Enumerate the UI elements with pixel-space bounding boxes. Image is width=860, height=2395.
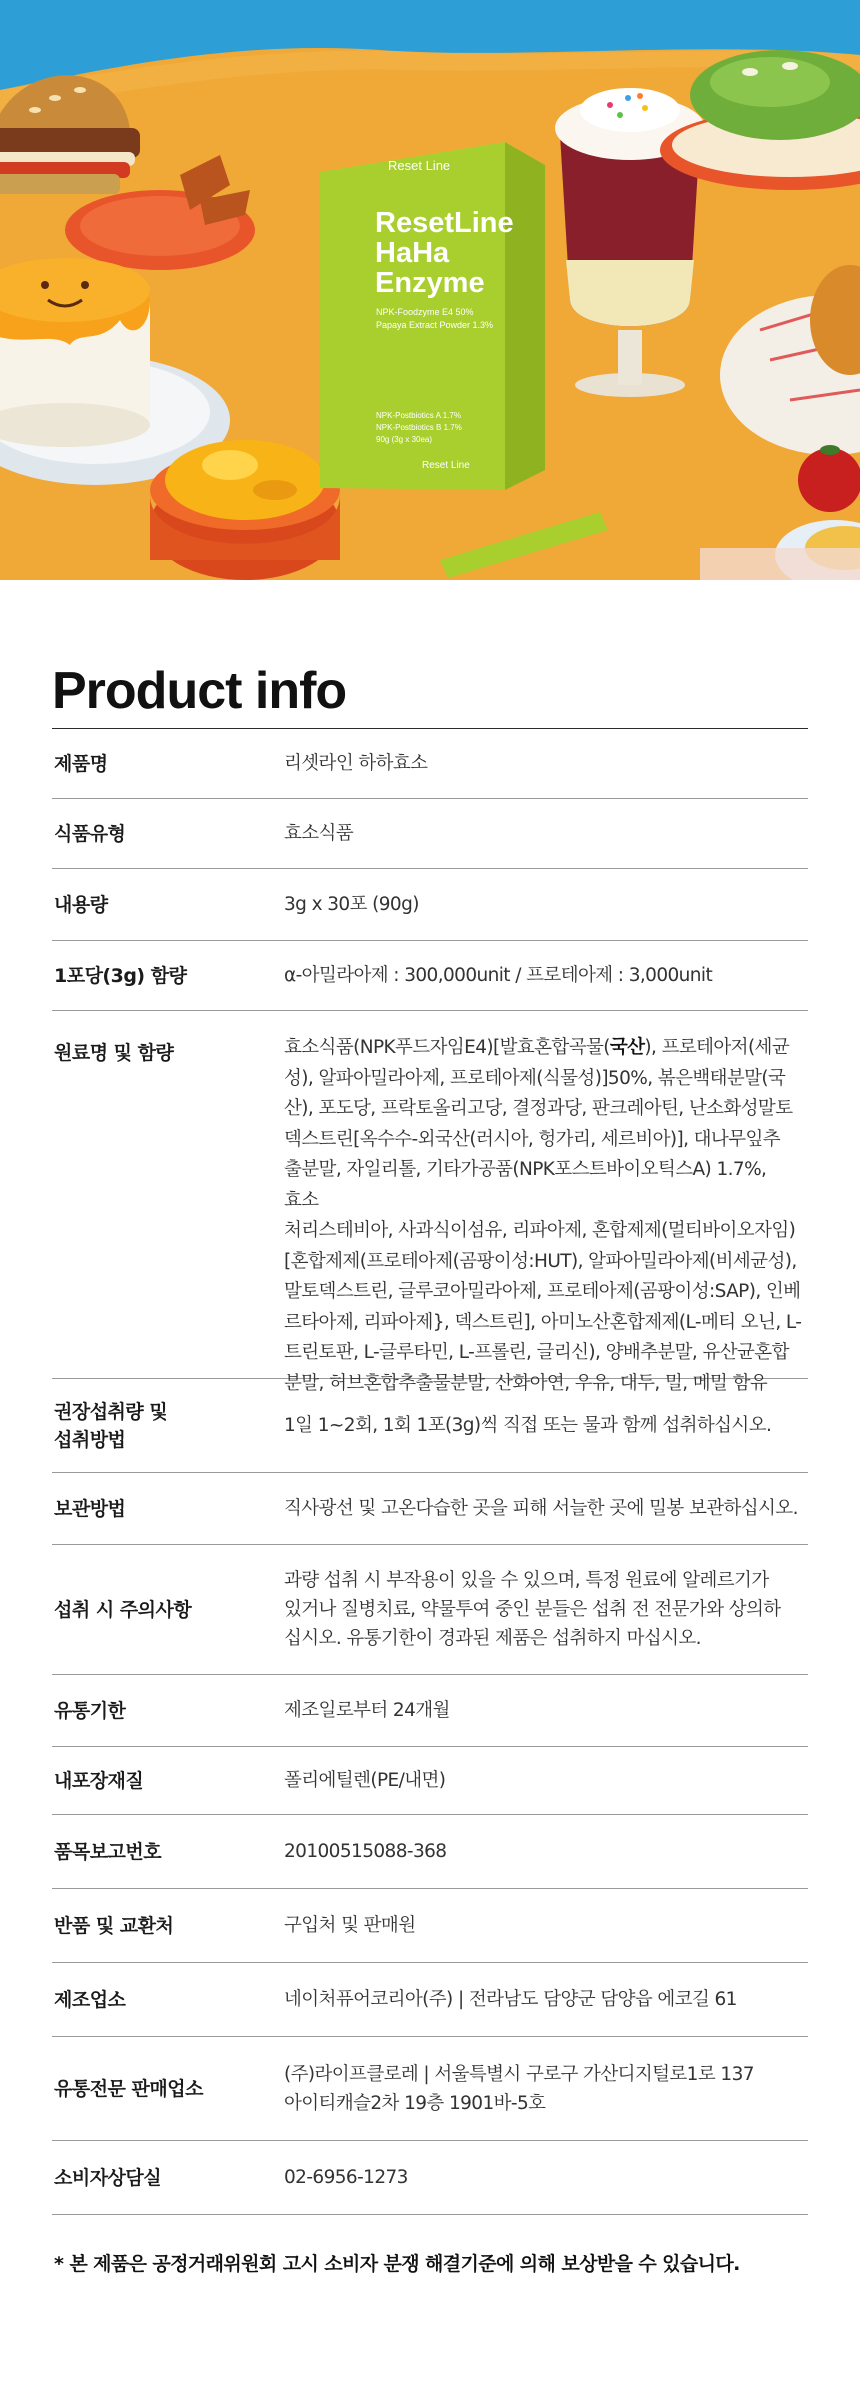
- spec-label: 원료명 및 함량: [54, 1042, 174, 1064]
- spec-label: 1포당(3g) 함량: [54, 964, 187, 987]
- spec-label: 내포장재질: [54, 1769, 144, 1792]
- spec-row-distributor: [52, 2037, 808, 2141]
- precautions-line: 십시오. 유통기한이 경과된 제품은 섭취하지 마십시오.: [284, 1628, 701, 1649]
- product-spec-table: [52, 728, 808, 2215]
- product-info-section: [52, 578, 808, 2276]
- ingredients-line: 르타아제, 리파아제}, 덱스트린], 아미노산혼합제제(L-메티 오닌, L-: [284, 1311, 802, 1333]
- box-brand-bottom: Reset Line: [422, 460, 470, 471]
- spec-row-manufacturer: [52, 1963, 808, 2037]
- ingredients-line-1-post: ), 프로테아저(세균: [644, 1037, 790, 1058]
- box-sub-line-2: Papaya Extract Powder 1.3%: [376, 320, 494, 330]
- cheese-bowl: [150, 440, 340, 580]
- hero-image: [0, 0, 860, 580]
- product-info-title: Product info: [52, 662, 347, 720]
- ingredients-line: [혼합제제(프로테아제(곰팡이성:HUT), 알파아밀라아제(비세균성),: [284, 1250, 797, 1272]
- spec-value: 20100515088-368: [284, 1840, 447, 1862]
- spec-row-report-number: [52, 1815, 808, 1889]
- spec-row-returns: [52, 1889, 808, 1963]
- spec-value: 폴리에틸렌(PE/내면): [284, 1769, 446, 1791]
- box-title-line-1: ResetLine: [375, 207, 514, 239]
- ingredients-origin-bold: 국산: [609, 1037, 645, 1058]
- box-title-line-2: HaHa: [375, 237, 450, 269]
- spec-row-packaging-material: [52, 1747, 808, 1815]
- box-small-line-2: NPK-Postbiotics B 1.7%: [376, 423, 462, 432]
- spec-label: 소비자상담실: [54, 2166, 162, 2189]
- ingredients-line: 덱스트린[옥수수-외국산(러시아, 헝가리, 세르비아)], 대나무잎추: [284, 1128, 781, 1150]
- ingredients-line-1: [284, 1033, 804, 1064]
- spec-label: 내용량: [54, 893, 108, 916]
- spec-label: 제품명: [54, 752, 108, 775]
- product-lifestyle-illustration: [0, 0, 860, 580]
- spec-label: 유통전문 판매업소: [54, 2077, 203, 2100]
- spec-row-per-serving-content: [52, 941, 808, 1011]
- distributor-line: (주)라이프클로레 | 서울특별시 구로구 가산디지털로1로 137: [284, 2063, 754, 2085]
- box-title-line-3: Enzyme: [375, 267, 485, 299]
- box-brand-top: Reset Line: [388, 158, 451, 173]
- spec-label-line: 권장섭취량 및: [54, 1400, 168, 1423]
- ingredients-line-1-pre: 효소식품(NPK푸드자임E4)[발효혼합곡물(: [284, 1037, 610, 1058]
- spec-label: 섭취 시 주의사항: [54, 1598, 192, 1621]
- spec-label: 반품 및 교환처: [54, 1914, 174, 1937]
- ingredients-line: 출분말, 자일리톨, 기타가공품(NPK포스트바이오틱스A) 1.7%, 효소: [284, 1159, 767, 1211]
- compensation-footnote: * 본 제품은 공정거래위원회 고시 소비자 분쟁 해결기준에 의해 보상받을 수 있습니다.: [54, 2253, 740, 2275]
- spec-value: 네이처퓨어코리아(주) | 전라남도 담양군 담양읍 에코길 61: [284, 1988, 737, 2010]
- spec-row-precautions: [52, 1545, 808, 1675]
- precautions-line: 과량 섭취 시 부작용이 있을 수 있으며, 특정 원료에 알레르기가: [284, 1570, 769, 1591]
- spec-label: 보관방법: [54, 1497, 126, 1520]
- spec-row-ingredients: [52, 1011, 808, 1394]
- spec-label: 유통기한: [54, 1699, 126, 1722]
- box-small-line-1: NPK-Postbiotics A 1.7%: [376, 411, 461, 420]
- spec-value: 3g x 30포 (90g): [284, 893, 419, 915]
- precautions-line: 있거나 질병치료, 약물투여 중인 분들은 섭취 전 전문가와 상의하: [284, 1599, 781, 1620]
- spec-value: 1일 1~2회, 1회 1포(3g)씩 직접 또는 물과 함께 섭취하십시오.: [284, 1414, 772, 1436]
- ingredients-line: 산), 포도당, 프락토올리고당, 결정과당, 판크레아틴, 난소화성말토: [284, 1098, 793, 1119]
- spec-value-ingredients: [284, 1011, 808, 1399]
- spec-row-food-type: [52, 799, 808, 869]
- spec-value-precautions: [284, 1566, 808, 1653]
- ingredients-line: 성), 알파아밀라아제, 프로테아제(식물성)]50%, 볶은백태분말(국: [284, 1067, 786, 1089]
- box-small-line-3: 90g (3g x 30ea): [376, 435, 433, 444]
- spec-label: 품목보고번호: [54, 1840, 162, 1863]
- spec-value-distributor: [284, 2060, 808, 2118]
- spec-row-product-name: [52, 729, 808, 799]
- ingredients-line: 처리스테비아, 사과식이섬유, 리파아제, 혼합제제(멀티바이오자임): [284, 1220, 796, 1241]
- spec-value: 효소식품: [284, 822, 354, 844]
- spec-value: 리셋라인 하하효소: [284, 752, 428, 774]
- spec-value: 직사광선 및 고온다습한 곳을 피해 서늘한 곳에 밀봉 보관하십시오.: [284, 1497, 798, 1519]
- ingredients-line: 트린토판, L-글루타민, L-프롤린, 글리신), 양배추분말, 유산균혼합: [284, 1342, 789, 1363]
- spec-row-expiration: [52, 1675, 808, 1747]
- spec-label: 식품유형: [54, 822, 126, 845]
- ingredients-line: 말토덱스트린, 글루코아밀라아제, 프로테아제(곰팡이성:SAP), 인베: [284, 1281, 801, 1302]
- spec-label: 제조업소: [54, 1988, 126, 2011]
- spec-label-line: 섭취방법: [54, 1428, 126, 1451]
- ingredients-line: 분말, 허브혼합추출물분말, 산화아연, 우유, 대두, 밀, 메밀 함유: [284, 1372, 768, 1394]
- spec-label: [52, 1398, 284, 1454]
- spec-row-customer-service: [52, 2141, 808, 2215]
- distributor-line: 아이티캐슬2차 19층 1901바-5호: [284, 2092, 546, 2114]
- spec-value: α-아밀라아제 : 300,000unit / 프로테아제 : 3,000unit: [284, 964, 713, 986]
- spec-value: 02-6956-1273: [284, 2166, 408, 2188]
- spec-value: 구입처 및 판매원: [284, 1914, 416, 1936]
- spec-row-content-volume: [52, 869, 808, 941]
- spec-row-storage: [52, 1473, 808, 1545]
- box-sub-line-1: NPK-Foodzyme E4 50%: [376, 307, 474, 317]
- product-box: [320, 142, 545, 490]
- spec-value: 제조일로부터 24개월: [284, 1699, 450, 1721]
